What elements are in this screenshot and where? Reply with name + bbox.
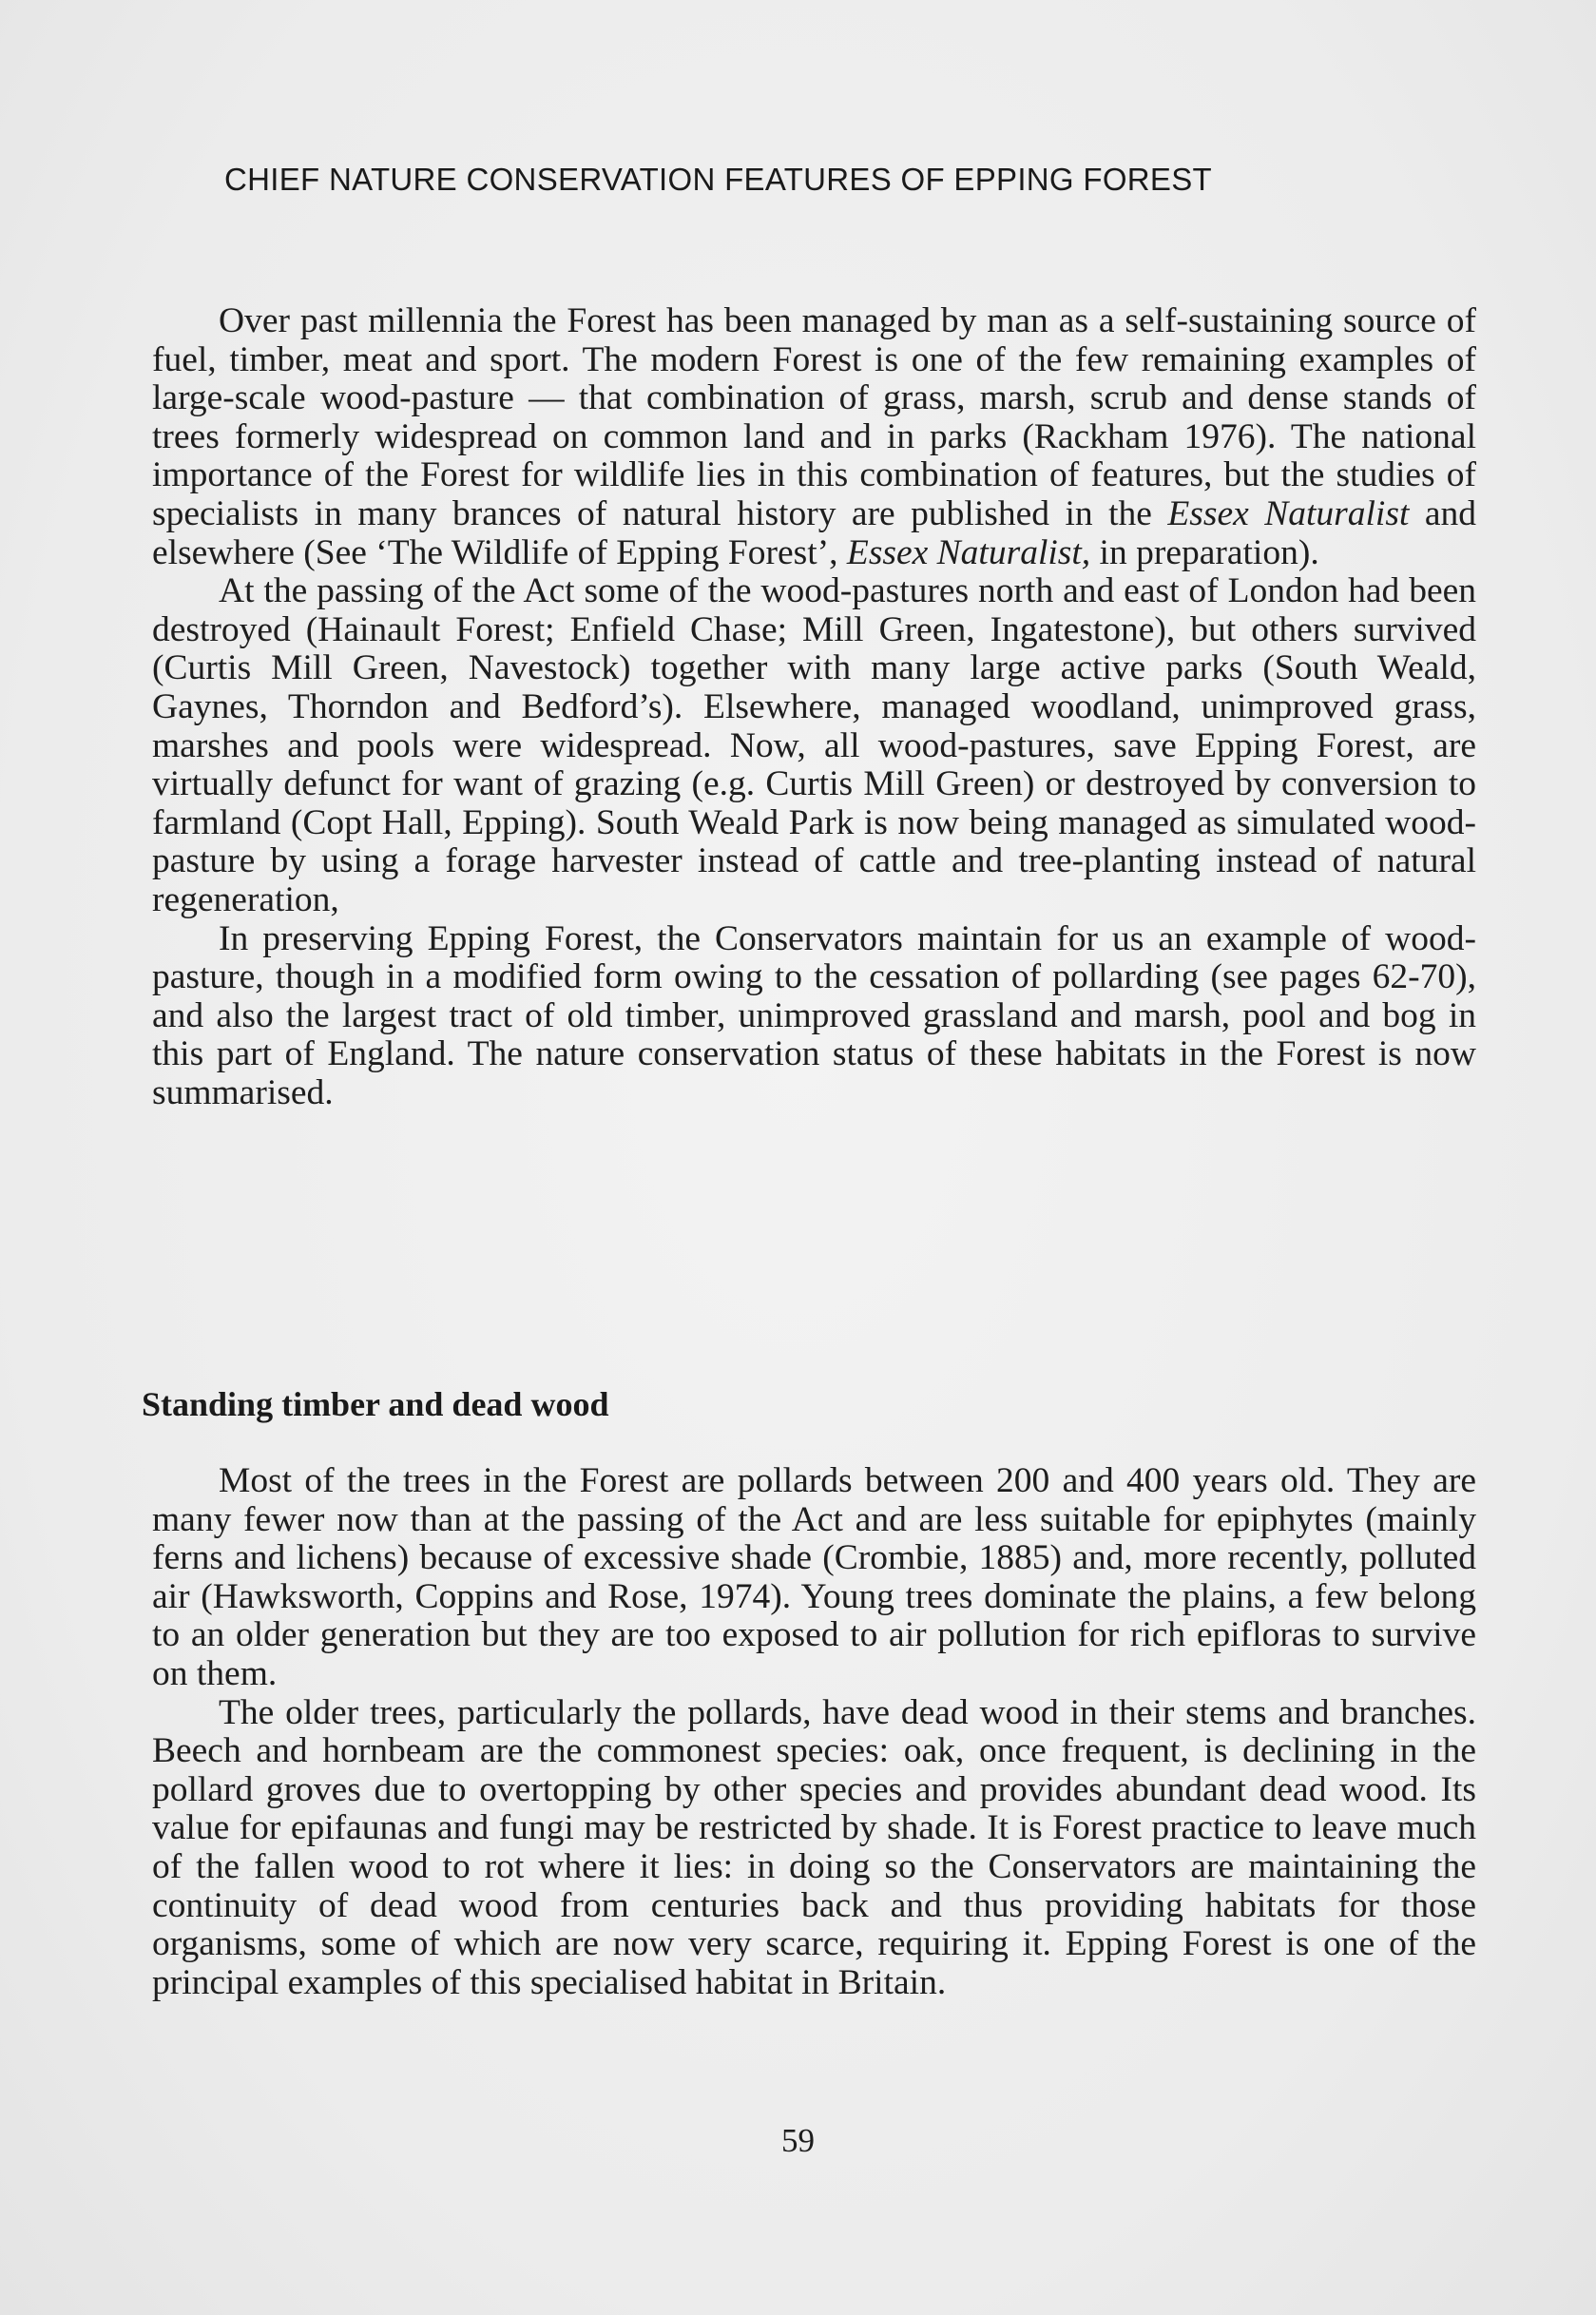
journal-title: Essex Naturalist [1167, 493, 1410, 533]
paragraph: At the passing of the Act some of the wood-pastures north and east of London had been destroyed (Hainault Forest; Enfield Chase; Mill Green, Ingatestone), but others survived (Curtis Mill Green, Navestock) together with many large active parks (South Weald, Gaynes, Thorndon and Bedford’s). Elsewhere, managed woodland, unimproved grass, marshes and pools were widespread. Now, all wood-pastures, save Epping Forest, are virtually defunct for want of grazing (e.g. Curtis Mill Green) or destroyed by conversion to farmland (Copt Hall, Epping). South Weald Park is now being managed as simulated wood-pasture by using a forage harvester instead of cattle and tree-planting instead of natural regeneration, [152, 571, 1476, 919]
page-number: 59 [781, 2122, 815, 2159]
paragraph: In preserving Epping Forest, the Conservators maintain for us an example of wood-pasture, though in a modified form owing to the cessation of pollarding (see pages 62-70), and also the largest tract of old timber, unimproved grassland and marsh, pool and bog in this part of England. The nature conservation status of these habitats in the Forest is now summarised. [152, 918, 1476, 1112]
journal-title: Essex Naturalist, [846, 532, 1091, 572]
section-heading: Standing timber and dead wood [142, 1385, 609, 1423]
paragraph: The older trees, particularly the pollards, have dead wood in their stems and branches. Beech and hornbeam are the commonest species: oak, once frequent, is declining in the pollard groves due to overtopping by other species and provides abundant dead wood. Its value for epifaunas and fungi may be restricted by shade. It is Forest practice to leave much of the fallen wood to rot where it lies: in doing so the Conservators are maintaining the continuity of dead wood from centuries back and thus providing habitats for those organisms, some of which are now very scarce, requiring it. Epping Forest is one of the principal examples of this specialised habitat in Britain. [152, 1692, 1476, 2002]
paragraph-text: Over past millennia the Forest has been managed by man as a self-sustaining source of fuel, timber, meat and sport. The modern Forest is one of the few remaining examples of large-scale wood-pasture — that combination of grass, marsh, scrub and dense stands of trees formerly widespread on common land and in parks (Rackham 1976). The national importance of the Forest for wildlife lies in this combination of features, but the studies of specialists in many brances of natural history are published in the [152, 301, 1476, 533]
paragraph-text: in preparation). [1090, 532, 1319, 572]
paragraph [152, 302, 1476, 572]
intro-section [152, 302, 1476, 1112]
paragraph: Most of the trees in the Forest are pollards between 200 and 400 years old. They are many fewer now than at the passing of the Act and are less suitable for epiphytes (mainly ferns and lichens) because of excessive shade (Crombie, 1885) and, more recently, polluted air (Hawksworth, Coppins and Rose, 1974). Young trees dominate the plains, a few belong to an older generation but they are too exposed to air pollution for rich epifloras to survive on them. [152, 1461, 1476, 1693]
standing-timber-section [152, 1462, 1476, 2002]
page-heading: CHIEF NATURE CONSERVATION FEATURES OF EPPING FOREST [224, 162, 1213, 197]
paragraph-text: and elsewhere (See ‘The Wildlife of Epping Forest’, [152, 493, 1476, 572]
